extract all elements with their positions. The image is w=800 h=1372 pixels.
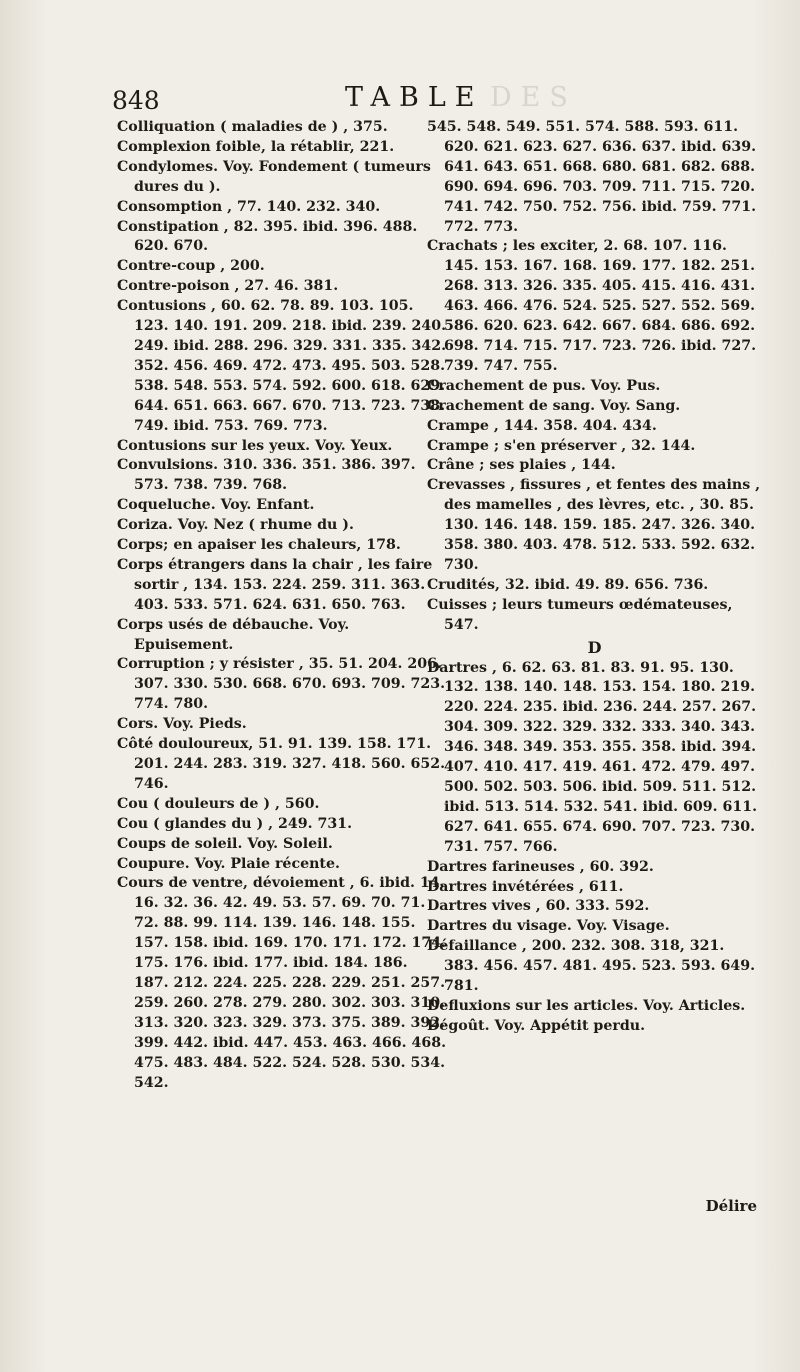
index-entry: Complexion foible, la rétablir, 221. bbox=[117, 138, 395, 155]
index-entry: Corps usés de débauche. Voy. Epuisement. bbox=[117, 616, 350, 653]
index-entry: Defluxions sur les articles. Voy. Articles. bbox=[427, 997, 746, 1014]
index-entry: Dartres farineuses , 60. 392. bbox=[427, 858, 654, 875]
index-entry: Cors. Voy. Pieds. bbox=[117, 716, 247, 733]
index-entry: Cuisses ; leurs tumeurs œdémateuses, 547. bbox=[427, 596, 733, 633]
index-entry: Constipation , 82. 395. ibid. 396. 488. 620. 670. bbox=[117, 218, 418, 255]
index-entry: Coups de soleil. Voy. Soleil. bbox=[117, 835, 333, 852]
show-through-title: DES bbox=[490, 82, 577, 113]
catchword: Délire bbox=[705, 1197, 757, 1215]
index-entry: Crâne ; ses plaies , 144. bbox=[427, 457, 616, 474]
running-title: TABLE bbox=[345, 82, 484, 113]
index-entry: Coriza. Voy. Nez ( rhume du ). bbox=[117, 517, 354, 534]
index-entry: Côté douloureux, 51. 91. 139. 158. 171. 201. 244. 283. 319. 327. 418. 560. 652. 746. bbox=[117, 736, 446, 792]
index-entry: Crevasses , fissures , et fentes des mains , des mamelles , des lèvres, etc. , 30. 85. 130. 146. 148. 159. 185. 247. 326. 340. 358. 380. 403. 478. 512. 533. 592. 632. 730. bbox=[427, 477, 761, 573]
page-number: 848 bbox=[112, 86, 160, 115]
index-entry: Dégoût. Voy. Appétit perdu. bbox=[427, 1017, 646, 1034]
index-entry: Corruption ; y résister , 35. 51. 204. 206. 307. 330. 530. 668. 670. 693. 709. 723. 774. 780. bbox=[117, 656, 446, 713]
index-entry: Corps étrangers dans la chair , les faire sortir , 134. 153. 224. 259. 311. 363. 403. 533. 571. 624. 631. 650. 763. bbox=[117, 556, 433, 613]
index-entry: Dartres du visage. Voy. Visage. bbox=[427, 918, 670, 935]
index-entry: Crampe , 144. 358. 404. 434. bbox=[427, 417, 657, 434]
index-entry: Dartres , 6. 62. 63. 81. 83. 91. 95. 130. 132. 138. 140. 148. 153. 154. 180. 219. 220. 224. 235. ibid. 236. 244. 257. 267. 304. 309. 322. 329. 332. 333. 340. 343. 346. 348. 349. 353. 355. 358. ibid. 394. 407. 410. 417. 419. 461. 472. 479. 497. 500. 502. 503. 506. ibid. 509. 511. 512. ibid. 513. 514. 532. 541. ibid. 609. 611. 627. 641. 655. 674. 690. 707. 723. 730. 731. 757. 766. bbox=[427, 659, 758, 855]
index-entry: Corps; en apaiser les chaleurs, 178. bbox=[117, 537, 401, 554]
index-entry: Crachement de pus. Voy. Pus. bbox=[427, 377, 661, 394]
index-entry: Dartres invétérées , 611. bbox=[427, 878, 624, 895]
index-column-right bbox=[427, 118, 762, 1037]
index-entry: Cou ( glandes du ) , 249. 731. bbox=[117, 815, 353, 832]
index-entry: Contusions , 60. 62. 78. 89. 103. 105. 123. 140. 191. 209. 218. ibid. 239. 240. 249. ibid. 288. 296. 329. 331. 335. 342. 352. 456. 469. 472. 473. 495. 503. 528. 538. 548. 553. 574. 592. 600. 618. 629. 644. 651. 663. 667. 670. 713. 723. 738. 749. ibid. 753. 769. 773. bbox=[117, 298, 447, 434]
index-entry: Colliquation ( maladies de ) , 375. bbox=[117, 119, 388, 135]
section-letter-heading: D bbox=[587, 637, 602, 657]
index-entry: Cou ( douleurs de ) , 560. bbox=[117, 795, 320, 812]
index-entry: Dartres vives , 60. 333. 592. bbox=[427, 898, 650, 915]
index-entry: Coupure. Voy. Plaie récente. bbox=[117, 855, 340, 872]
index-entry: Crampe ; s'en préserver , 32. 144. bbox=[427, 437, 696, 454]
index-entry: Crudités, 32. ibid. 49. 89. 656. 736. bbox=[427, 576, 709, 593]
index-entry: Consomption , 77. 140. 232. 340. bbox=[117, 198, 381, 215]
index-entry: Coqueluche. Voy. Enfant. bbox=[117, 497, 315, 514]
index-entry: Crachement de sang. Voy. Sang. bbox=[427, 397, 681, 414]
index-column-left bbox=[117, 118, 447, 1093]
index-entry: Crachats ; les exciter, 2. 68. 107. 116. 145. 153. 167. 168. 169. 177. 182. 251. 268. 313. 326. 335. 405. 415. 416. 431. 463. 466. 476. 524. 525. 527. 552. 569. 586. 620. 623. 642. 667. 684. 686. 692. 698. 714. 715. 717. 723. 726. ibid. 727. 739. 747. 755. bbox=[427, 238, 757, 374]
index-entry: Convulsions. 310. 336. 351. 386. 397. 573. 738. 739. 768. bbox=[117, 457, 416, 494]
index-entry: Contre-coup , 200. bbox=[117, 258, 265, 275]
index-entry-continued: 545. 548. 549. 551. 574. 588. 593. 611. 620. 621. 623. 627. 636. 637. ibid. 639. 641. 643. 651. 668. 680. 681. 682. 688. 690. 694. 696. 703. 709. 711. 715. 720. 741. 742. 750. 752. 756. ibid. 759. 771. 772. 773. bbox=[427, 119, 757, 235]
index-entry: Défaillance , 200. 232. 308. 318, 321. 383. 456. 457. 481. 495. 523. 593. 649. 781. bbox=[427, 938, 756, 995]
index-entry: Contre-poison , 27. 46. 381. bbox=[117, 278, 339, 295]
index-entry: Condylomes. Voy. Fondement ( tumeurs dures du ). bbox=[117, 158, 431, 195]
index-entry: Contusions sur les yeux. Voy. Yeux. bbox=[117, 437, 393, 454]
index-entry: Cours de ventre, dévoiement , 6. ibid. 14. 16. 32. 36. 42. 49. 53. 57. 69. 70. 71. 72. 88. 99. 114. 139. 146. 148. 155. 157. 158. ibid. 169. 170. 171. 172. 174. 175. 176. ibid. 177. ibid. 184. 186. 187. 212. 224. 225. 228. 229. 251. 257. 259. 260. 278. 279. 280. 302. 303. 310. 313. 320. 323. 329. 373. 375. 389. 392. 399. 442. ibid. 447. 453. 463. 466. 468. 475. 483. 484. 522. 524. 528. 530. 534. 542. bbox=[117, 875, 447, 1091]
